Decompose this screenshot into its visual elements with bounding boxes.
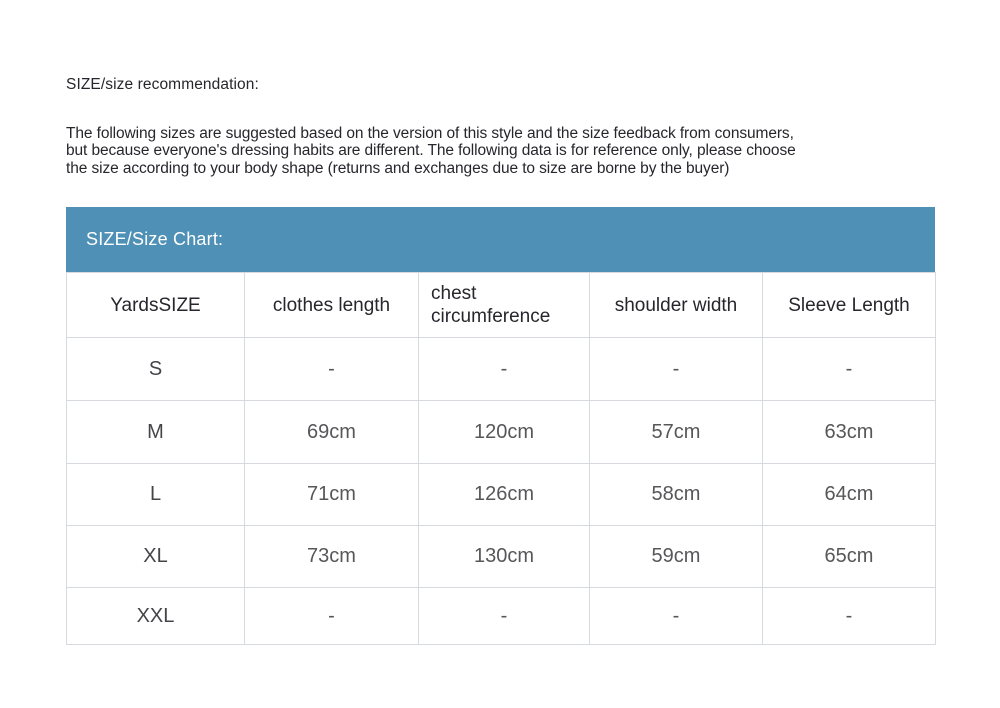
size-cell: L [67, 464, 245, 526]
size-table [66, 272, 936, 645]
value-cell: 130cm [419, 526, 590, 588]
table-row-xl [67, 526, 936, 588]
value-cell: 126cm [419, 464, 590, 526]
column-header-chest-circumference: chest circumference [419, 273, 590, 338]
value-cell: 58cm [590, 464, 763, 526]
size-cell: M [67, 401, 245, 464]
value-cell: 71cm [245, 464, 419, 526]
size-recommendation-text [66, 125, 796, 177]
value-cell: 64cm [763, 464, 936, 526]
value-cell: - [245, 338, 419, 401]
size-chart-section [66, 207, 935, 645]
value-cell: - [590, 588, 763, 645]
size-cell: XXL [67, 588, 245, 645]
column-header-shoulder-width: shoulder width [590, 273, 763, 338]
table-row-s [67, 338, 936, 401]
table-row-xxl [67, 588, 936, 645]
value-cell: - [245, 588, 419, 645]
column-header-clothes-length: clothes length [245, 273, 419, 338]
size-chart-header [66, 207, 935, 272]
value-cell: 120cm [419, 401, 590, 464]
header-row [67, 273, 936, 338]
intro-line-2: but because everyone's dressing habits are different. The following data is for reference only, please choose [66, 142, 796, 160]
value-cell: 57cm [590, 401, 763, 464]
value-cell: - [763, 338, 936, 401]
value-cell: 59cm [590, 526, 763, 588]
table-row-m [67, 401, 936, 464]
value-cell: - [419, 338, 590, 401]
value-cell: 65cm [763, 526, 936, 588]
value-cell: - [419, 588, 590, 645]
intro-line-1: The following sizes are suggested based on the version of this style and the size feedback from consumers, [66, 125, 794, 142]
value-cell: 69cm [245, 401, 419, 464]
column-header-size: YardsSIZE [67, 273, 245, 338]
size-cell: XL [67, 526, 245, 588]
value-cell: - [590, 338, 763, 401]
size-chart-header-label: SIZE/Size Chart: [86, 229, 224, 249]
page-title: SIZE/size recommendation: [66, 76, 259, 93]
value-cell: 63cm [763, 401, 936, 464]
intro-line-3: the size according to your body shape (returns and exchanges due to size are borne by the buyer) [66, 159, 730, 177]
value-cell: 73cm [245, 526, 419, 588]
value-cell: - [763, 588, 936, 645]
size-cell: S [67, 338, 245, 401]
table-row-l [67, 464, 936, 526]
column-header-sleeve-length: Sleeve Length [763, 273, 936, 338]
